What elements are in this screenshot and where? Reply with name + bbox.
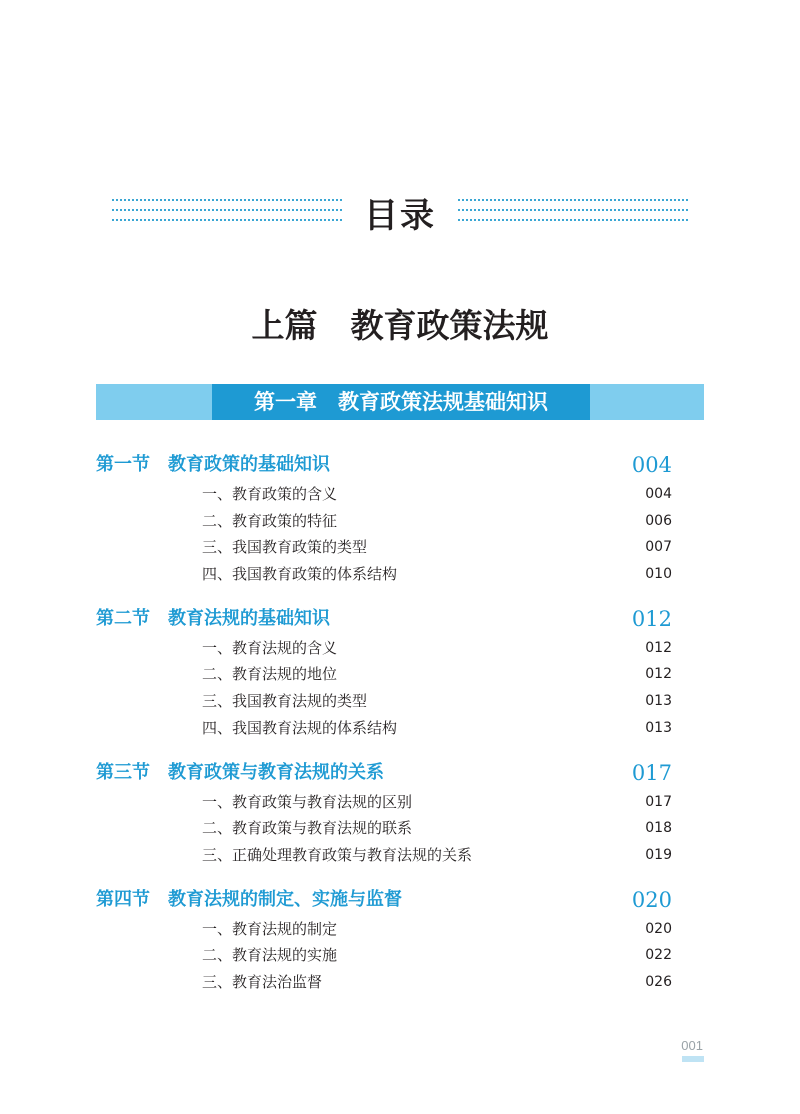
title-dots-left-1 — [112, 199, 342, 202]
section-label: 第二节 教育法规的基础知识 — [96, 608, 330, 629]
toc-item-page: 007 — [645, 539, 672, 555]
toc-item[interactable] — [202, 689, 672, 713]
toc-item-label: 三、我国教育法规的类型 — [202, 692, 368, 710]
toc-item-page: 022 — [645, 947, 672, 963]
toc-item[interactable] — [202, 970, 672, 994]
toc-item-label: 三、正确处理教育政策与教育法规的关系 — [202, 846, 473, 864]
section-page: 004 — [631, 453, 672, 477]
toc-item-label: 四、我国教育政策的体系结构 — [202, 565, 398, 583]
section-row[interactable] — [96, 604, 672, 634]
toc-item-page: 013 — [645, 720, 672, 736]
toc-item-label: 二、教育法规的实施 — [202, 946, 338, 964]
toc-item[interactable] — [202, 636, 672, 660]
toc-item[interactable] — [202, 562, 672, 586]
toc-item-page: 013 — [645, 693, 672, 709]
toc-item[interactable] — [202, 662, 672, 686]
title-dots-left-3 — [112, 219, 342, 222]
title-dots-left-2 — [112, 209, 342, 212]
toc-item-label: 一、教育政策的含义 — [202, 485, 338, 503]
toc-title: 目录 — [364, 196, 436, 236]
toc-item-page: 006 — [645, 513, 672, 529]
section-row[interactable] — [96, 885, 672, 915]
toc-item[interactable] — [202, 535, 672, 559]
toc-item[interactable] — [202, 816, 672, 840]
toc-item[interactable] — [202, 482, 672, 506]
toc-item-label: 三、教育法治监督 — [202, 973, 323, 991]
title-dots-right-1 — [458, 199, 688, 202]
toc-item-label: 一、教育政策与教育法规的区别 — [202, 793, 413, 811]
section-page: 020 — [631, 888, 672, 912]
section-label: 第一节 教育政策的基础知识 — [96, 454, 330, 475]
toc-item-page: 017 — [645, 794, 672, 810]
toc-item[interactable] — [202, 509, 672, 533]
toc-item[interactable] — [202, 716, 672, 740]
section-label: 第三节 教育政策与教育法规的关系 — [96, 762, 384, 783]
page-number-bar — [682, 1056, 704, 1062]
section-page: 012 — [631, 607, 672, 631]
toc-item[interactable] — [202, 917, 672, 941]
toc-item-page: 010 — [645, 566, 672, 582]
toc-item[interactable] — [202, 790, 672, 814]
toc-item[interactable] — [202, 943, 672, 967]
toc-item-page: 020 — [645, 921, 672, 937]
toc-item-label: 二、教育法规的地位 — [202, 665, 338, 683]
toc-item-page: 018 — [645, 820, 672, 836]
page-number: 001 — [681, 1038, 703, 1053]
toc-item-page: 019 — [645, 847, 672, 863]
toc-item-page: 012 — [645, 666, 672, 682]
toc-item-page: 004 — [645, 486, 672, 502]
toc-item-label: 三、我国教育政策的类型 — [202, 538, 368, 556]
title-dots-right-3 — [458, 219, 688, 222]
section-label: 第四节 教育法规的制定、实施与监督 — [96, 889, 402, 910]
part-title: 上篇 教育政策法规 — [251, 306, 549, 345]
toc-item-page: 026 — [645, 974, 672, 990]
toc-item-label: 一、教育法规的制定 — [202, 920, 338, 938]
toc-item-label: 四、我国教育法规的体系结构 — [202, 719, 398, 737]
chapter-title[interactable]: 第一章 教育政策法规基础知识 — [212, 384, 590, 420]
toc-item-page: 012 — [645, 640, 672, 656]
section-row[interactable] — [96, 758, 672, 788]
section-row[interactable] — [96, 450, 672, 480]
toc-item-label: 一、教育法规的含义 — [202, 639, 338, 657]
toc-item-label: 二、教育政策与教育法规的联系 — [202, 819, 413, 837]
toc-item[interactable] — [202, 843, 672, 867]
section-page: 017 — [631, 761, 672, 785]
title-dots-right-2 — [458, 209, 688, 212]
toc-item-label: 二、教育政策的特征 — [202, 512, 338, 530]
